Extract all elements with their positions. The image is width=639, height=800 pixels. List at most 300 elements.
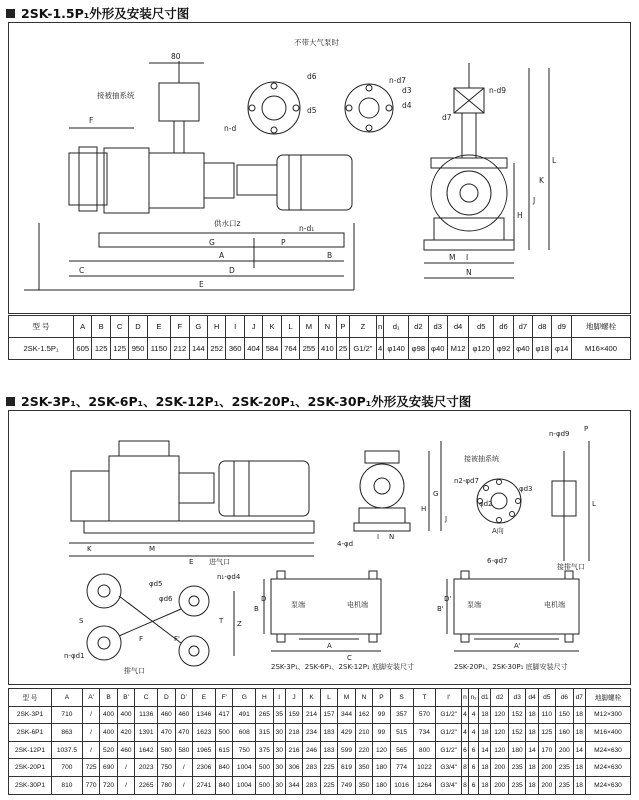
s2-dim-g: G — [433, 490, 439, 498]
s2-dim-b-prime: B' — [437, 605, 444, 613]
table2-cell: 749 — [338, 776, 355, 794]
table1-cell: 950 — [129, 338, 147, 360]
table2-cell: 180 — [373, 776, 390, 794]
table2-cell: 4 — [462, 706, 469, 724]
s2-label-connect-system: 接被抽系统 — [464, 455, 499, 463]
table2-cell: 1965 — [193, 741, 216, 759]
table1-cell: M16×400 — [572, 338, 631, 360]
table2-cell: 720 — [100, 776, 117, 794]
table2-data-row — [9, 759, 631, 777]
s2-label-n2-d7: n2-φd7 — [454, 477, 479, 485]
table2-cell: 470 — [158, 724, 175, 742]
table2-header-cell: H — [256, 689, 273, 707]
table1-header-cell: C — [110, 316, 128, 338]
table2-header-cell: K — [303, 689, 320, 707]
table2-cell: 780 — [158, 776, 175, 794]
table2-header-cell: N — [355, 689, 372, 707]
table2-cell: 120 — [373, 741, 390, 759]
table1-cell: 360 — [226, 338, 244, 360]
table2-cell: 734 — [413, 724, 436, 742]
table2-header-cell: D' — [175, 689, 192, 707]
table2-header-cell: J — [285, 689, 302, 707]
table2-header-cell: n — [462, 689, 469, 707]
s2-dim-d: D — [261, 595, 267, 603]
s1-label-n-d7: n-d7 — [389, 76, 406, 85]
table2-cell: 710 — [52, 706, 83, 724]
table1-cell: 764 — [281, 338, 299, 360]
table2-header-cell: 地脚螺栓 — [586, 689, 631, 707]
table1-cell: 25 — [337, 338, 350, 360]
table1-cell: φ120 — [469, 338, 494, 360]
table2-cell: 580 — [158, 741, 175, 759]
s1-label-connect-system: 接被抽系统 — [97, 91, 135, 100]
table2-cell: 1264 — [413, 776, 436, 794]
table2-cell: 30 — [273, 759, 285, 777]
table2-cell: 235 — [556, 776, 573, 794]
table2-cell: 125 — [538, 724, 555, 742]
table2-cell: 235 — [556, 759, 573, 777]
s1-label-d4: d4 — [402, 101, 412, 110]
s1-label-d7: d7 — [442, 113, 452, 122]
section1-title-text: 2SK-1.5P₁外形及安装尺寸图 — [21, 6, 190, 21]
table2-cell: 200 — [556, 741, 573, 759]
table2-cell: 1022 — [413, 759, 436, 777]
s1-dim-l: L — [552, 156, 557, 165]
section2-title — [6, 392, 471, 410]
table2-cell: M24×630 — [586, 776, 631, 794]
table2-cell: 515 — [390, 724, 413, 742]
table2-cell: 183 — [320, 741, 337, 759]
s2-dim-c: C — [347, 654, 352, 662]
s1-dim-j: J — [533, 196, 536, 205]
s2-label-d5: φd5 — [149, 580, 163, 588]
table2-cell: 18 — [479, 724, 491, 742]
table2-cell: 1037.5 — [52, 741, 83, 759]
table2-cell: 1136 — [135, 706, 158, 724]
table2-cell: 110 — [538, 706, 555, 724]
s1-dim-f: F — [89, 116, 94, 125]
table1-header-cell: D — [129, 316, 147, 338]
table2-cell: 2306 — [193, 759, 216, 777]
table1-cell: φ98 — [409, 338, 428, 360]
table2-cell: 429 — [338, 724, 355, 742]
table2-cell: 180 — [373, 759, 390, 777]
table2-cell: 400 — [100, 724, 117, 742]
table2-cell: 1016 — [390, 776, 413, 794]
table2-cell: G3/4" — [436, 759, 462, 777]
table2-cell: / — [82, 724, 99, 742]
table2-header-cell: M — [338, 689, 355, 707]
table2-cell: / — [175, 759, 192, 777]
s1-dim-d: D — [229, 266, 235, 275]
table2-cell: 183 — [320, 724, 337, 742]
title-square-icon — [6, 397, 15, 406]
table1-header-cell: d6 — [494, 316, 513, 338]
table2-cell: 863 — [52, 724, 83, 742]
table2-header-cell: d7 — [573, 689, 585, 707]
table1-header-cell: H — [208, 316, 226, 338]
table2-cell: 315 — [256, 724, 273, 742]
table2-cell: / — [117, 776, 134, 794]
table2-cell: 235 — [508, 776, 525, 794]
table1-cell: G1/2" — [349, 338, 376, 360]
s1-label-d5: d5 — [307, 106, 317, 115]
table2-data-row — [9, 706, 631, 724]
s2-dim-t: T — [219, 617, 224, 625]
table2-cell: 120 — [491, 741, 508, 759]
table2-cell: 840 — [215, 759, 232, 777]
table2-cell: 350 — [355, 759, 372, 777]
table2-cell: 8 — [462, 759, 469, 777]
s1-label-80: 80 — [171, 52, 181, 61]
table1-header-cell: d3 — [428, 316, 447, 338]
table2-cell: 6 — [462, 741, 469, 759]
s1-label-n-d9: n-d9 — [489, 86, 506, 95]
table2-cell: 725 — [82, 759, 99, 777]
s1-dim-n: N — [466, 268, 472, 277]
table2-cell: 14 — [573, 741, 585, 759]
table1-header-cell: F — [171, 316, 189, 338]
table2-cell: 580 — [175, 741, 192, 759]
table2-cell: 160 — [556, 724, 573, 742]
table2-cell: 344 — [338, 706, 355, 724]
s2-label-connect-vent: 接排气口 — [557, 563, 585, 571]
table1-cell: 125 — [92, 338, 110, 360]
table1-header-cell: I — [226, 316, 244, 338]
table2-cell: 1391 — [135, 724, 158, 742]
table1-cell: 144 — [189, 338, 207, 360]
s2-caption-2: 2SK-20P₁、2SK-30P₁ 底脚安装尺寸 — [454, 663, 568, 671]
s1-dim-p: P — [281, 238, 286, 247]
table2-cell: 2SK-3P1 — [9, 706, 52, 724]
table2-cell: 2265 — [135, 776, 158, 794]
table2-cell: 810 — [52, 776, 83, 794]
table2-cell: M16×400 — [586, 724, 631, 742]
table2-header-cell: I — [273, 689, 285, 707]
s2-label-n-d4: n₁-φd4 — [217, 573, 241, 581]
table2-cell: 14 — [479, 741, 491, 759]
table2-cell: 210 — [355, 724, 372, 742]
table1-cell: 125 — [110, 338, 128, 360]
s2-label-n-d9: n-φd9 — [549, 430, 570, 438]
table2-cell: 4 — [468, 706, 479, 724]
table2-cell: 344 — [285, 776, 302, 794]
table2-header-row — [9, 689, 631, 707]
table2-cell: M24×630 — [586, 759, 631, 777]
table2-cell: 570 — [413, 706, 436, 724]
table2-cell: 6 — [468, 741, 479, 759]
table2-cell: 18 — [526, 706, 538, 724]
table2-cell: 18 — [526, 759, 538, 777]
table1-header-cell: d7 — [513, 316, 532, 338]
table2-cell: 840 — [215, 776, 232, 794]
s1-label-d6: d6 — [307, 72, 317, 81]
table2-cell: 4 — [462, 724, 469, 742]
table2-cell: 608 — [233, 724, 256, 742]
s1-dim-i: I — [466, 253, 469, 262]
table2-cell: 162 — [355, 706, 372, 724]
table2-cell: 99 — [373, 706, 390, 724]
table2-cell: 214 — [303, 706, 320, 724]
table1-cell: φ18 — [533, 338, 552, 360]
s2-dim-a-prime: A' — [514, 642, 521, 650]
table1-header-cell: n — [377, 316, 384, 338]
table2-cell: 218 — [285, 724, 302, 742]
table2-cell: 18 — [479, 706, 491, 724]
table2-cell: 200 — [491, 776, 508, 794]
table2-cell: 500 — [256, 759, 273, 777]
table2-cell: 2023 — [135, 759, 158, 777]
table2-header-cell: d6 — [556, 689, 573, 707]
table2-cell: 2SK-12P1 — [9, 741, 52, 759]
s1-label-n-d: n-d — [224, 124, 237, 133]
table2-cell: 220 — [355, 741, 372, 759]
s2-dim-f-prime: F' — [174, 635, 180, 643]
table2-cell: G1/2" — [436, 706, 462, 724]
table2-cell: 234 — [303, 724, 320, 742]
s2-dim-l: L — [592, 500, 596, 508]
s2-label-motor-end-1: 电机端 — [347, 601, 368, 609]
s2-label-d3: φd3 — [519, 485, 533, 493]
table2-header-cell: d1 — [479, 689, 491, 707]
s2-dim-s: S — [79, 617, 84, 625]
table2-cell: 1346 — [193, 706, 216, 724]
table2-header-cell: d5 — [538, 689, 555, 707]
table2-cell: 491 — [233, 706, 256, 724]
table2-cell: 200 — [538, 776, 555, 794]
table2-cell: 8 — [462, 776, 469, 794]
table2-cell: / — [117, 759, 134, 777]
table2-cell: 690 — [100, 759, 117, 777]
table1-cell: 605 — [74, 338, 92, 360]
table2-cell: 2SK-30P1 — [9, 776, 52, 794]
table2-cell: 216 — [285, 741, 302, 759]
s2-label-a-view: A向 — [492, 527, 504, 535]
table2-header-cell: A — [52, 689, 83, 707]
table1-cell: φ40 — [428, 338, 447, 360]
table2-cell: 157 — [320, 706, 337, 724]
table2-cell: G1/2" — [436, 724, 462, 742]
s2-label-4-d: 4-φd — [337, 540, 354, 548]
table2-header-cell: C — [135, 689, 158, 707]
table2-cell: 99 — [373, 724, 390, 742]
table2-header-cell: 型 号 — [9, 689, 52, 707]
table1-cell: 410 — [318, 338, 336, 360]
table2-cell: 520 — [100, 741, 117, 759]
table2-cell: 283 — [303, 776, 320, 794]
s1-label-water-inlet: 供水口z — [214, 219, 241, 228]
table2-header-cell: B' — [117, 689, 134, 707]
table1-header-cell: 型 号 — [9, 316, 74, 338]
table2-cell: 700 — [52, 759, 83, 777]
s2-dim-m: M — [149, 545, 156, 553]
section2-title-text: 2SK-3P₁、2SK-6P₁、2SK-12P₁、2SK-20P₁、2SK-30P₁外形及安装尺寸图 — [21, 394, 472, 409]
s1-dim-k: K — [539, 176, 544, 185]
table2-cell: 565 — [390, 741, 413, 759]
table2-cell: 120 — [491, 724, 508, 742]
s1-dim-e: E — [199, 280, 204, 289]
table2-header-cell: d2 — [491, 689, 508, 707]
s2-caption-1: 2SK-3P₁、2SK-6P₁、2SK-12P₁ 底脚安装尺寸 — [271, 663, 414, 671]
table2-cell: 225 — [320, 759, 337, 777]
table2-cell: 30 — [273, 741, 285, 759]
s2-label-6-d7: 6-φd7 — [487, 557, 508, 565]
s2-label-exhaust: 排气口 — [124, 667, 145, 675]
table2-data-row — [9, 776, 631, 794]
table2-cell: 2SK-20P1 — [9, 759, 52, 777]
table2-cell: 18 — [526, 724, 538, 742]
table2-cell: 14 — [526, 741, 538, 759]
table1-header-cell: d8 — [533, 316, 552, 338]
table2-header-cell: n₂ — [468, 689, 479, 707]
table2-cell: 235 — [508, 759, 525, 777]
table2-cell: 35 — [273, 706, 285, 724]
table1-header-cell: 地脚螺栓 — [572, 316, 631, 338]
section2-drawing — [8, 410, 631, 685]
table2-header-cell: A' — [82, 689, 99, 707]
table2-cell: M12×300 — [586, 706, 631, 724]
section1-drawing — [8, 22, 631, 314]
table1-header-cell: J — [244, 316, 262, 338]
table2-cell: 460 — [117, 741, 134, 759]
s1-dim-b: B — [327, 251, 333, 260]
table2-cell: 18 — [526, 776, 538, 794]
table2-cell: 18 — [573, 776, 585, 794]
table1-cell: φ14 — [552, 338, 572, 360]
s1-dim-h: H — [517, 211, 523, 220]
spec-table-1 — [8, 315, 631, 360]
s2-label-d6: φd6 — [159, 595, 173, 603]
table2-cell: 6 — [468, 759, 479, 777]
table2-cell: 599 — [338, 741, 355, 759]
table2-cell: 1623 — [193, 724, 216, 742]
table1-cell: 212 — [171, 338, 189, 360]
table2-cell: G1/2" — [436, 741, 462, 759]
table2-cell: G3/4" — [436, 776, 462, 794]
section2-drawing-svg — [9, 411, 630, 684]
table2-cell: 265 — [256, 706, 273, 724]
table2-cell: 1642 — [135, 741, 158, 759]
table1-header-cell: Z — [349, 316, 376, 338]
table1-cell: 255 — [300, 338, 318, 360]
table2-cell: 200 — [538, 759, 555, 777]
table2-cell: 18 — [479, 759, 491, 777]
table2-header-cell: T — [413, 689, 436, 707]
table2-cell: 120 — [491, 706, 508, 724]
table1-cell: 4 — [377, 338, 384, 360]
table1-cell: φ140 — [384, 338, 409, 360]
table2-cell: 770 — [82, 776, 99, 794]
table2-cell: 18 — [573, 724, 585, 742]
s2-dim-b: B — [254, 605, 259, 613]
table2-cell: 200 — [491, 759, 508, 777]
s1-label-n-d1: n-d₁ — [299, 224, 315, 233]
table2-header-cell: D — [158, 689, 175, 707]
table1-header-cell: K — [263, 316, 281, 338]
s2-dim-j: J — [445, 515, 448, 523]
table1-header-cell: B — [92, 316, 110, 338]
table2-cell: 750 — [158, 759, 175, 777]
s2-dim-d-prime: D' — [444, 595, 452, 603]
s2-dim-i: I — [377, 533, 380, 541]
table2-cell: 400 — [117, 706, 134, 724]
table2-cell: / — [82, 741, 99, 759]
table2-cell: 400 — [100, 706, 117, 724]
table2-header-cell: d4 — [526, 689, 538, 707]
s2-label-n-d1: n-φd1 — [64, 652, 85, 660]
table2-cell: 306 — [285, 759, 302, 777]
s2-dim-f: F — [139, 635, 144, 643]
table2-cell: 357 — [390, 706, 413, 724]
s2-label-pump-end-2: 泵端 — [467, 601, 481, 609]
table2-cell: 750 — [233, 741, 256, 759]
table1-header-cell: d5 — [469, 316, 494, 338]
table2-header-cell: G — [233, 689, 256, 707]
table2-cell: 18 — [479, 776, 491, 794]
spec-table-2 — [8, 688, 631, 795]
s2-label-air-inlet: 进气口 — [209, 558, 230, 566]
section1-title — [6, 4, 189, 22]
table2-cell: 420 — [117, 724, 134, 742]
s2-dim-k: K — [87, 545, 92, 553]
table2-cell: 460 — [175, 706, 192, 724]
s1-dim-m: M — [449, 253, 456, 262]
table1-header-cell: E — [147, 316, 170, 338]
table1-header-cell: P — [337, 316, 350, 338]
table2-header-cell: P — [373, 689, 390, 707]
table2-cell: 4 — [468, 724, 479, 742]
s2-dim-p: P — [584, 425, 589, 433]
table2-header-cell: E — [193, 689, 216, 707]
s1-dim-c: C — [79, 266, 85, 275]
table2-cell: 18 — [573, 759, 585, 777]
s2-dim-z: Z — [237, 620, 242, 628]
table2-cell: 30 — [273, 776, 285, 794]
section1-drawing-svg — [9, 23, 630, 313]
table2-cell: 2SK-6P1 — [9, 724, 52, 742]
table2-header-cell: d3 — [508, 689, 525, 707]
table2-cell: 18 — [573, 706, 585, 724]
table2-header-cell: I' — [436, 689, 462, 707]
table2-cell: 774 — [390, 759, 413, 777]
table1-data-row — [9, 338, 631, 360]
table1-header-cell: M — [300, 316, 318, 338]
table2-header-cell: F' — [215, 689, 232, 707]
table1-cell: 584 — [263, 338, 281, 360]
table2-cell: 225 — [320, 776, 337, 794]
table1-cell: φ40 — [513, 338, 532, 360]
table2-cell: 615 — [215, 741, 232, 759]
table2-cell: 500 — [256, 776, 273, 794]
table1-header-cell: L — [281, 316, 299, 338]
table1-cell: φ92 — [494, 338, 513, 360]
table1-cell: 404 — [244, 338, 262, 360]
table2-cell: 159 — [285, 706, 302, 724]
s2-label-motor-end-2: 电机端 — [544, 601, 565, 609]
s2-label-d2: φd2 — [479, 500, 493, 508]
table1-cell: 2SK-1.5P₁ — [9, 338, 74, 360]
table2-cell: 417 — [215, 706, 232, 724]
table2-header-cell: B — [100, 689, 117, 707]
s1-dim-g: G — [209, 238, 215, 247]
table1-header-cell: d2 — [409, 316, 428, 338]
table2-header-cell: S — [390, 689, 413, 707]
table2-cell: 180 — [508, 741, 525, 759]
s1-label-d3: d3 — [402, 86, 412, 95]
table2-cell: 152 — [508, 706, 525, 724]
table2-cell: / — [82, 706, 99, 724]
table2-cell: 246 — [303, 741, 320, 759]
